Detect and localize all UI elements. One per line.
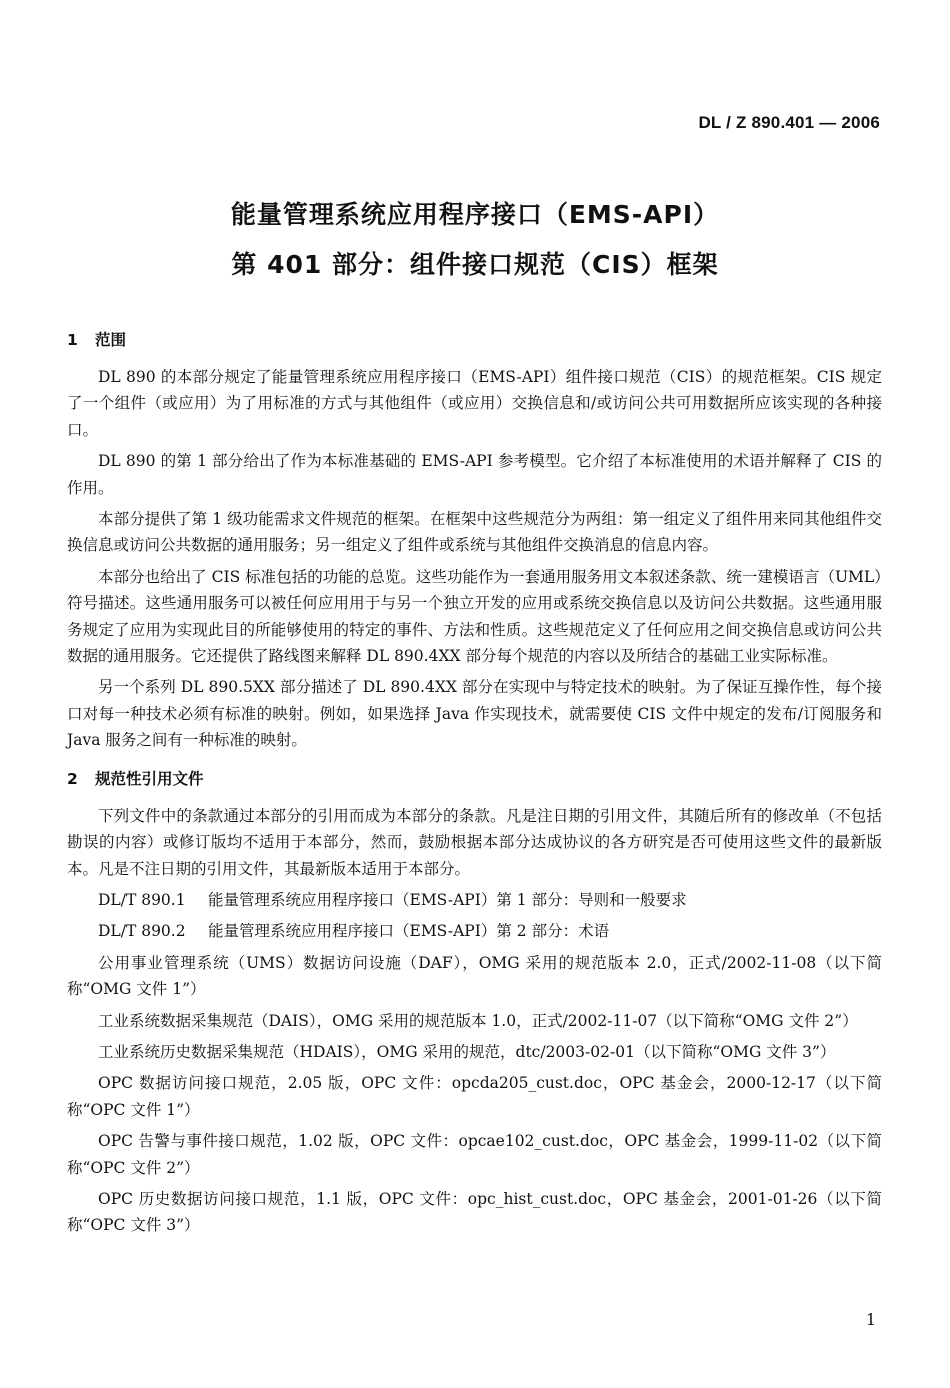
- section-heading-normative-references: [67, 767, 882, 791]
- reference-item: OPC 告警与事件接口规范，1.02 版，OPC 文件：opcae102_cust.doc，OPC 基金会，1999-11-02（以下简称“OPC 文件 2”）: [67, 1132, 882, 1177]
- reference-item: [67, 918, 882, 944]
- paragraph: 下列文件中的条款通过本部分的引用而成为本部分的条款。凡是注日期的引用文件，其随后所有的修改单（不包括勘误的内容）或修订版均不适用于本部分，然而，鼓励根据本部分达成协议的各方研究是否可使用这些文件的最新版本。凡是不注日期的引用文件，其最新版本适用于本部分。: [67, 806, 882, 878]
- document-code: DL / Z 890.401 — 2006: [698, 113, 880, 132]
- paragraph: DL 890 的第 1 部分给出了作为本标准基础的 EMS-API 参考模型。它介绍了本标准使用的术语并解释了 CIS 的作用。: [67, 452, 882, 497]
- document-title-line-1: 能量管理系统应用程序接口（EMS-API）: [230, 200, 720, 229]
- paragraph: DL 890 的本部分规定了能量管理系统应用程序接口（EMS-API）组件接口规范（CIS）的规范框架。CIS 规定了一个组件（或应用）为了用标准的方式与其他组件（或应用）交换信息和/或访问公共可用数据所应该实现的各种接口。: [67, 368, 882, 439]
- section-number: 1: [67, 331, 78, 349]
- reference-title: 能量管理系统应用程序接口（EMS-API）第 1 部分：导则和一般要求: [208, 890, 687, 909]
- section-heading-scope: [67, 328, 882, 352]
- reference-item: [67, 887, 882, 913]
- document-body: [67, 328, 882, 1244]
- reference-item: OPC 数据访问接口规范，2.05 版，OPC 文件：opcda205_cust.doc，OPC 基金会，2000-12-17（以下简称“OPC 文件 1”）: [67, 1074, 882, 1119]
- reference-title: 能量管理系统应用程序接口（EMS-API）第 2 部分：术语: [208, 922, 610, 941]
- section-title: 规范性引用文件: [95, 769, 204, 788]
- paragraph: 本部分也给出了 CIS 标准包括的功能的总览。这些功能作为一套通用服务用文本叙述条款、统一建模语言（UML）符号描述。这些通用服务可以被任何应用用于与另一个独立开发的应用或系统交换信息以及访问公共数据。这些通用服务规定了应用为实现此目的所能够使用的特定的事件、方法和性质。这些规范定义了任何应用之间交换信息或访问公共数据的通用服务。它还提供了路线图来解释 DL 890.4XX 部分每个规范的内容以及所结合的基础工业实际标准。: [67, 567, 882, 666]
- reference-item: 工业系统历史数据采集规范（HDAIS），OMG 采用的规范，dtc/2003-02-01（以下简称“OMG 文件 3”）: [98, 1042, 836, 1061]
- reference-item: 公用事业管理系统（UMS）数据访问设施（DAF），OMG 采用的规范版本 2.0，正式/2002-11-08（以下简称“OMG 文件 1”）: [67, 953, 882, 999]
- reference-item: 工业系统数据采集规范（DAIS），OMG 采用的规范版本 1.0，正式/2002-11-07（以下简称“OMG 文件 2”）: [98, 1011, 858, 1030]
- section-number: 2: [67, 769, 78, 788]
- section-title: 范围: [95, 331, 127, 349]
- reference-item: OPC 历史数据访问接口规范，1.1 版，OPC 文件：opc_hist_cust.doc，OPC 基金会，2001-01-26（以下简称“OPC 文件 3”）: [67, 1189, 882, 1235]
- document-title-line-2: 第 401 部分：组件接口规范（CIS）框架: [231, 250, 719, 279]
- reference-code: DL/T 890.2: [98, 922, 186, 941]
- paragraph: 另一个系列 DL 890.5XX 部分描述了 DL 890.4XX 部分在实现中与特定技术的映射。为了保证互操作性，每个接口对每一种技术必须有标准的映射。例如，如果选择 Java 作实现技术，就需要使 CIS 文件中规定的发布/订阅服务和 Java 服务之间有一种标准的映射。: [67, 678, 882, 750]
- page-number: 1: [865, 1310, 876, 1329]
- paragraph: 本部分提供了第 1 级功能需求文件规范的框架。在框架中这些规范分为两组：第一组定义了组件用来同其他组件交换信息或访问公共数据的通用服务；另一组定义了组件或系统与其他组件交换消息的信息内容。: [67, 510, 882, 555]
- reference-code: DL/T 890.1: [98, 890, 186, 909]
